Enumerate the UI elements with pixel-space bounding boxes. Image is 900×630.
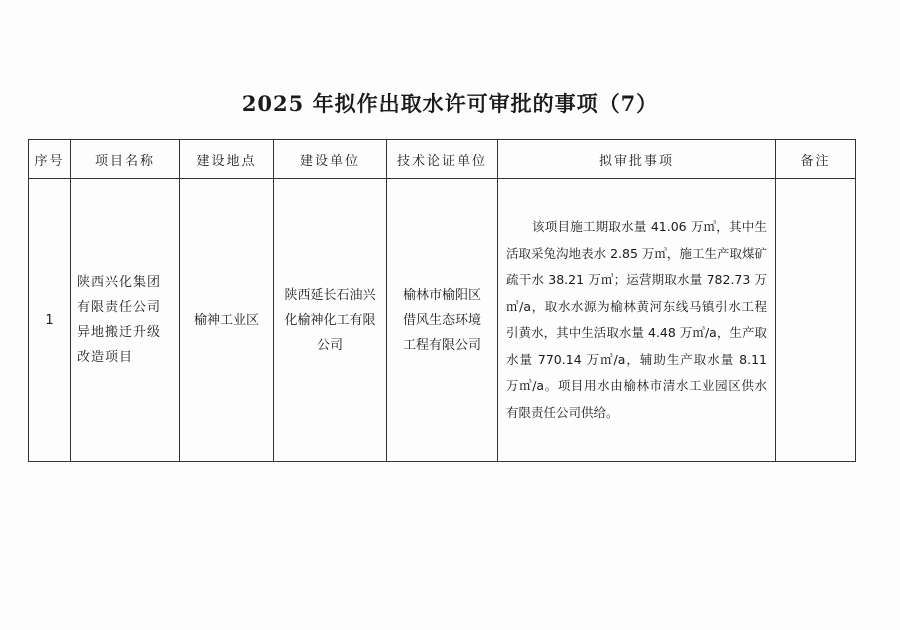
tech-unit-text: 榆林市榆阳区借风生态环境工程有限公司 [402, 287, 481, 353]
location-text: 榆神工业区 [193, 312, 259, 328]
header-seq: 序号 [29, 140, 71, 179]
header-project-name: 项目名称 [71, 140, 180, 179]
table-header-row [29, 140, 856, 179]
project-name-text: 陕西兴化集团有限责任公司异地搬迁升级改造项目 [77, 275, 162, 365]
header-matter: 拟审批事项 [498, 140, 776, 179]
cell-location [180, 179, 274, 462]
seq-text: 1 [45, 312, 54, 328]
matter-text: 该项目施工期取水量 41.06 万㎥，其中生活取采兔沟地表水 2.85 万㎥，施工生产取煤矿疏干水 38.21 万㎥；运营期取水量 782.73 万㎥/a，取水水源为榆林黄河东线马镇引水工程引黄水，其中生活取水量 4.48 万㎥/a，生产取水量 770.14 万㎥/a，辅助生产取水量 8.11 万㎥/a。项目用水由榆林市清水工业园区供水有限责任公司供给。 [506, 219, 767, 420]
cell-remark [776, 179, 856, 462]
unit-text: 陕西延长石油兴化榆神化工有限公司 [284, 287, 376, 353]
page-title: 2025 年拟作出取水许可审批的事项（7） [241, 91, 659, 116]
approval-table [28, 139, 856, 462]
header-location: 建设地点 [180, 140, 274, 179]
header-unit: 建设单位 [274, 140, 387, 179]
cell-matter [498, 179, 776, 462]
cell-unit [274, 179, 387, 462]
header-remark: 备注 [776, 140, 856, 179]
table-row [29, 179, 856, 462]
header-tech-unit: 技术论证单位 [387, 140, 498, 179]
cell-seq [29, 179, 71, 462]
cell-tech-unit [387, 179, 498, 462]
cell-project-name [71, 179, 180, 462]
